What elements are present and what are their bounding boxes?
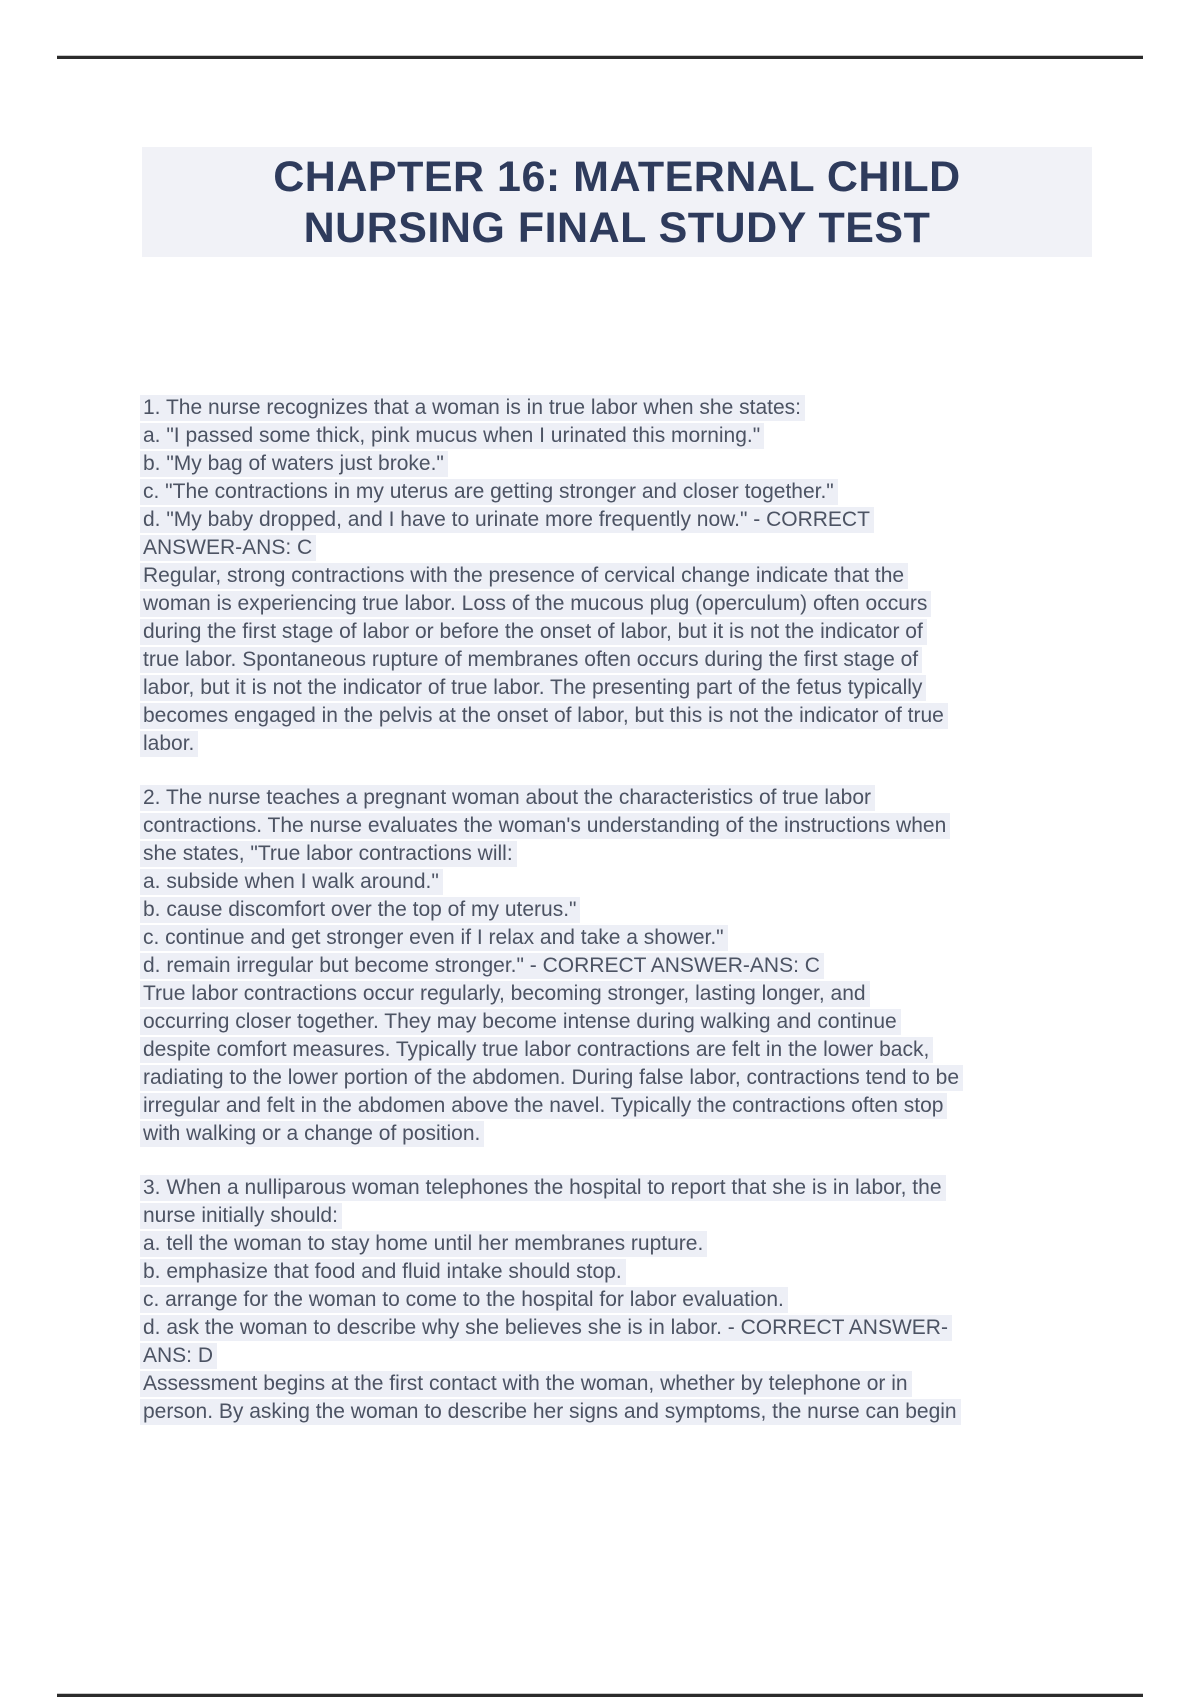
text-line — [140, 1202, 1130, 1230]
top-rule — [57, 55, 1143, 59]
question-line: ANS: D — [140, 1343, 217, 1369]
question-line: c. continue and get stronger even if I relax and take a shower." — [140, 925, 728, 951]
text-line — [140, 1174, 1130, 1202]
question-line: occurring closer together. They may become intense during walking and continue — [140, 1009, 901, 1035]
text-line — [140, 1342, 1130, 1370]
text-line — [140, 702, 1130, 730]
question-line: a. tell the woman to stay home until her membranes rupture. — [140, 1231, 707, 1257]
question-line: b. cause discomfort over the top of my uterus." — [140, 897, 580, 923]
text-line — [140, 952, 1130, 980]
text-line — [140, 868, 1130, 896]
text-line — [140, 646, 1130, 674]
document-title-line-1: CHAPTER 16: MATERNAL CHILD — [273, 153, 961, 201]
question-line: woman is experiencing true labor. Loss of the mucous plug (operculum) often occurs — [140, 591, 931, 617]
text-line — [140, 394, 1130, 422]
text-line — [140, 450, 1130, 478]
question-line: d. remain irregular but become stronger." - CORRECT ANSWER-ANS: C — [140, 953, 824, 979]
question-line: during the first stage of labor or before the onset of labor, but it is not the indicator of — [140, 619, 927, 645]
text-line — [140, 812, 1130, 840]
text-line — [140, 1036, 1130, 1064]
text-line — [140, 506, 1130, 534]
text-line — [140, 730, 1130, 758]
text-line — [140, 1258, 1130, 1286]
text-line — [140, 562, 1130, 590]
question-line: c. "The contractions in my uterus are getting stronger and closer together." — [140, 479, 838, 505]
question-line: labor, but it is not the indicator of true labor. The presenting part of the fetus typically — [140, 675, 926, 701]
text-line — [140, 534, 1130, 562]
question-line: nurse initially should: — [140, 1203, 342, 1229]
question-line: Assessment begins at the first contact with the woman, whether by telephone or in — [140, 1371, 912, 1397]
question-line: she states, "True labor contractions will: — [140, 841, 517, 867]
question-line: Regular, strong contractions with the presence of cervical change indicate that the — [140, 563, 908, 589]
text-line — [140, 1230, 1130, 1258]
text-line — [140, 784, 1130, 812]
question-block-2 — [140, 784, 1130, 1148]
text-line — [140, 1314, 1130, 1342]
text-line — [140, 590, 1130, 618]
text-line — [140, 478, 1130, 506]
document-body — [140, 394, 1130, 1452]
text-line — [140, 1092, 1130, 1120]
text-line — [140, 840, 1130, 868]
text-line — [140, 422, 1130, 450]
text-line — [140, 1064, 1130, 1092]
question-line: d. "My baby dropped, and I have to urinate more frequently now." - CORRECT — [140, 507, 874, 533]
question-line: despite comfort measures. Typically true labor contractions are felt in the lower back, — [140, 1037, 933, 1063]
question-line: b. "My bag of waters just broke." — [140, 451, 448, 477]
text-line — [140, 1398, 1130, 1426]
question-line: contractions. The nurse evaluates the woman's understanding of the instructions when — [140, 813, 950, 839]
question-line: d. ask the woman to describe why she believes she is in labor. - CORRECT ANSWER- — [140, 1315, 952, 1341]
question-line: irregular and felt in the abdomen above the navel. Typically the contractions often stop — [140, 1093, 947, 1119]
question-line: radiating to the lower portion of the abdomen. During false labor, contractions tend to be — [140, 1065, 963, 1091]
question-line: true labor. Spontaneous rupture of membranes often occurs during the first stage of — [140, 647, 922, 673]
text-line — [140, 1120, 1130, 1148]
question-line: 1. The nurse recognizes that a woman is in true labor when she states: — [140, 395, 805, 421]
question-line: True labor contractions occur regularly, becoming stronger, lasting longer, and — [140, 981, 870, 1007]
question-line: a. "I passed some thick, pink mucus when I urinated this morning." — [140, 423, 764, 449]
question-line: becomes engaged in the pelvis at the onset of labor, but this is not the indicator of true — [140, 703, 948, 729]
question-line: b. emphasize that food and fluid intake should stop. — [140, 1259, 626, 1285]
question-line: person. By asking the woman to describe her signs and symptoms, the nurse can begin — [140, 1399, 961, 1425]
text-line — [140, 924, 1130, 952]
question-line: with walking or a change of position. — [140, 1121, 484, 1147]
text-line — [140, 896, 1130, 924]
text-line — [140, 1008, 1130, 1036]
title-block — [142, 147, 1092, 257]
question-line: 2. The nurse teaches a pregnant woman about the characteristics of true labor — [140, 785, 875, 811]
text-line — [140, 1370, 1130, 1398]
text-line — [140, 674, 1130, 702]
text-line — [140, 1286, 1130, 1314]
question-line: a. subside when I walk around." — [140, 869, 443, 895]
question-block-1 — [140, 394, 1130, 758]
text-line — [140, 618, 1130, 646]
question-line: labor. — [140, 731, 198, 757]
question-line: ANSWER-ANS: C — [140, 535, 316, 561]
text-line — [140, 980, 1130, 1008]
question-block-3 — [140, 1174, 1130, 1426]
question-line: c. arrange for the woman to come to the hospital for labor evaluation. — [140, 1287, 788, 1313]
document-title-line-2: NURSING FINAL STUDY TEST — [303, 204, 931, 252]
question-line: 3. When a nulliparous woman telephones the hospital to report that she is in labor, the — [140, 1175, 946, 1201]
bottom-rule — [57, 1693, 1143, 1697]
